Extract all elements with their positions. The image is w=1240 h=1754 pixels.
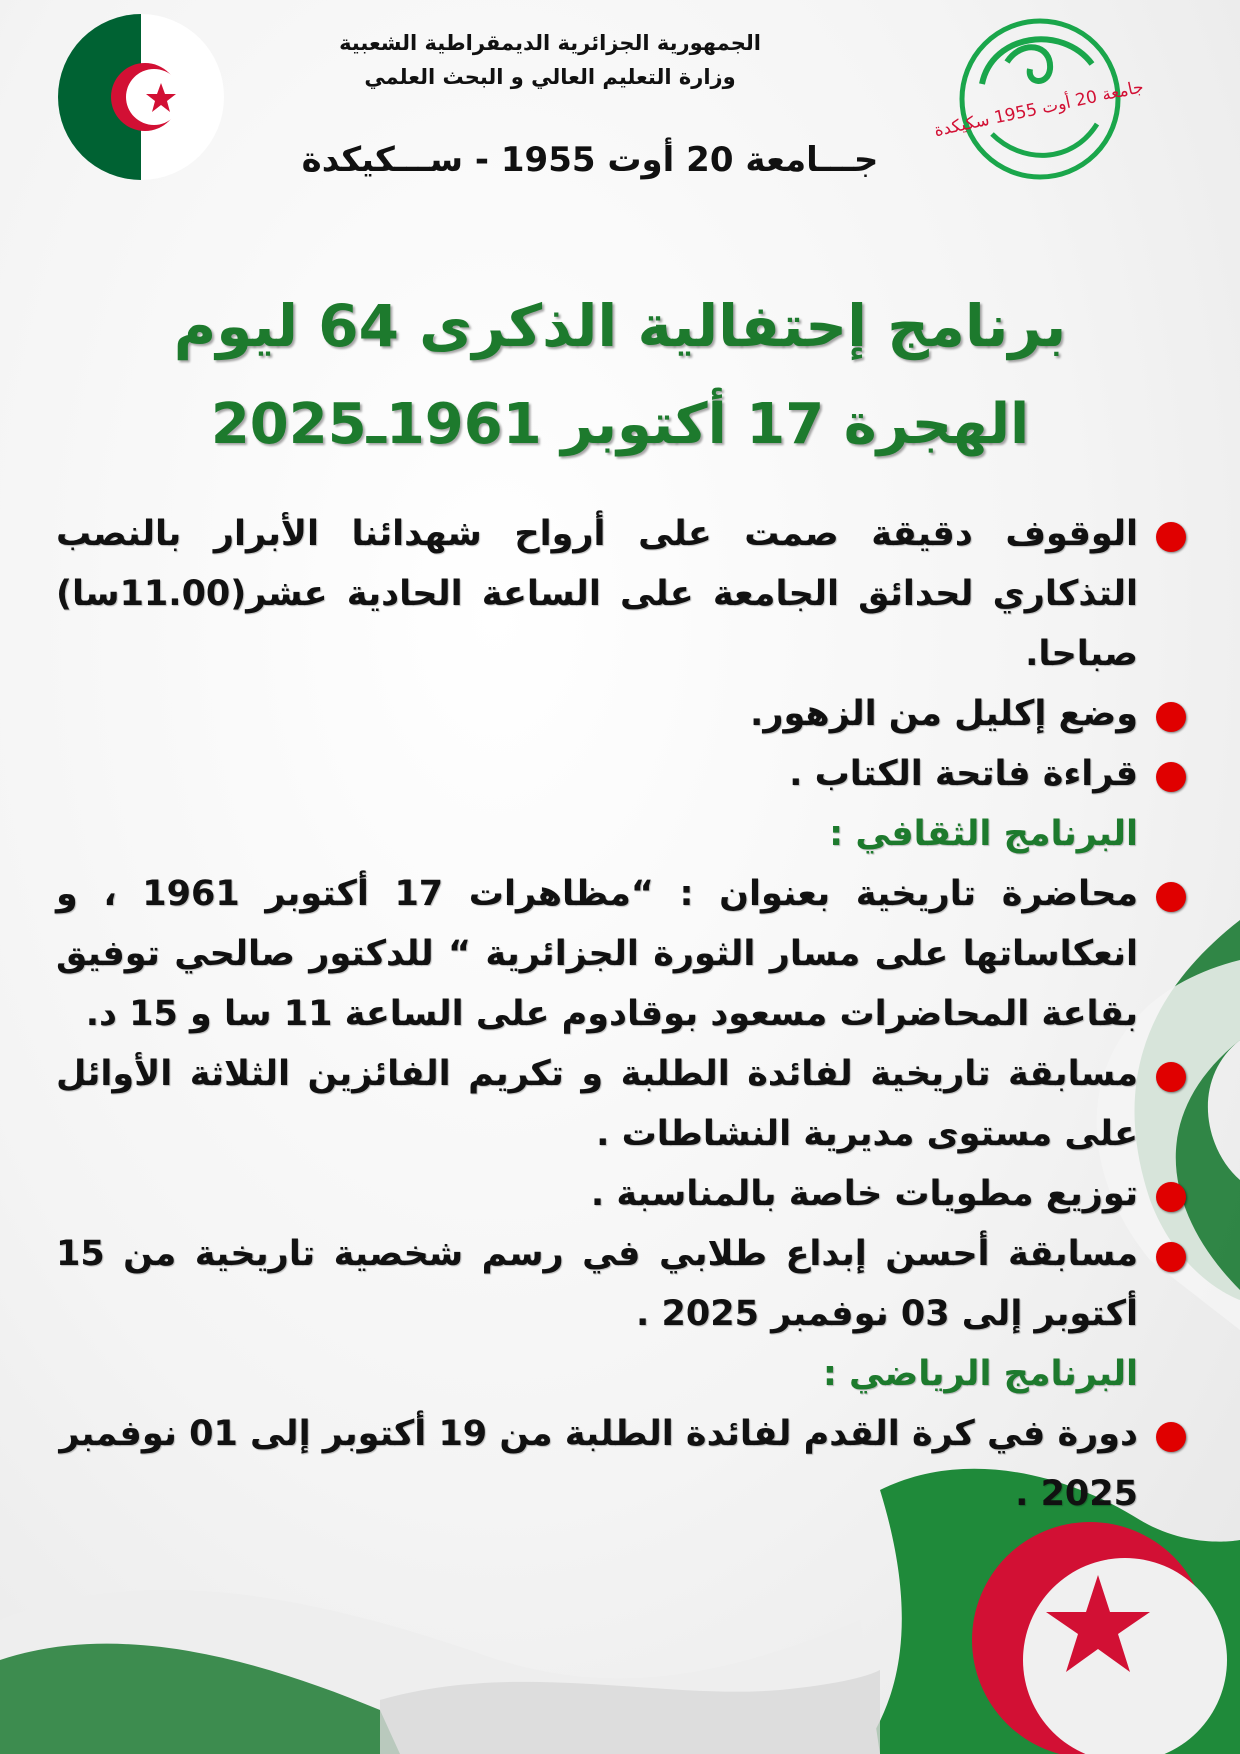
bullet-icon [1156, 762, 1186, 792]
page-title-line1: برنامج إحتفالية الذكرى 64 ليوم [173, 292, 1067, 360]
cultural-program-heading: البرنامج الثقافي : [829, 814, 1138, 854]
bullet-icon [1156, 522, 1186, 552]
list-item: محاضرة تاريخية بعنوان : “مظاهرات 17 أكتوبر 1961 ، و انعكاساتها على مسار الثورة الجزائرية “ للدكتور صالحي توفيق بقاعة المحاضرات مسعود بوقادوم على الساعة 11 سا و 15 د. [56, 864, 1186, 1044]
page-title-line2: الهجرة 17 أكتوبر 1961ـ2025 [210, 392, 1030, 457]
bullet-icon [1156, 1062, 1186, 1092]
list-item: دورة في كرة القدم لفائدة الطلبة من 19 أكتوبر إلى 01 نوفمبر 2025 . [56, 1404, 1186, 1524]
university-logo [932, 14, 1146, 184]
bullet-icon [1156, 702, 1186, 732]
list-item: توزيع مطويات خاصة بالمناسبة . [56, 1164, 1186, 1224]
list-item: الوقوف دقيقة صمت على أرواح شهدائنا الأبرار بالنصب التذكاري لحدائق الجامعة على الساعة الحادية عشر(11.00سا) صباحا. [56, 504, 1186, 684]
bullet-icon [1156, 1422, 1186, 1452]
sports-program-heading: البرنامج الرياضي : [822, 1354, 1138, 1394]
list-item: وضع إكليل من الزهور. [56, 684, 1186, 744]
bullet-icon [1156, 882, 1186, 912]
republic-name: الجمهورية الجزائرية الديمقراطية الشعبية [339, 31, 761, 55]
header-institution [300, 26, 800, 94]
university-name: جـــامعة 20 أوت 1955 - ســـكيكدة [301, 140, 879, 180]
algeria-flag-icon [58, 14, 224, 180]
logo-text: جامعة 20 أوت 1955 سكيكدة [932, 77, 1146, 142]
list-item: مسابقة تاريخية لفائدة الطلبة و تكريم الفائزين الثلاثة الأوائل على مستوى مديرية النشاطات . [56, 1044, 1186, 1164]
ministry-name: وزارة التعليم العالي و البحث العلمي [364, 65, 736, 89]
program-content [56, 504, 1186, 1524]
bullet-icon [1156, 1182, 1186, 1212]
ribbon-crescent-inner [1023, 1558, 1227, 1754]
list-item: قراءة فاتحة الكتاب . [56, 744, 1186, 804]
list-item: مسابقة أحسن إبداع طلابي في رسم شخصية تاريخية من 15 أكتوبر إلى 03 نوفمبر 2025 . [56, 1224, 1186, 1344]
bullet-icon [1156, 1242, 1186, 1272]
